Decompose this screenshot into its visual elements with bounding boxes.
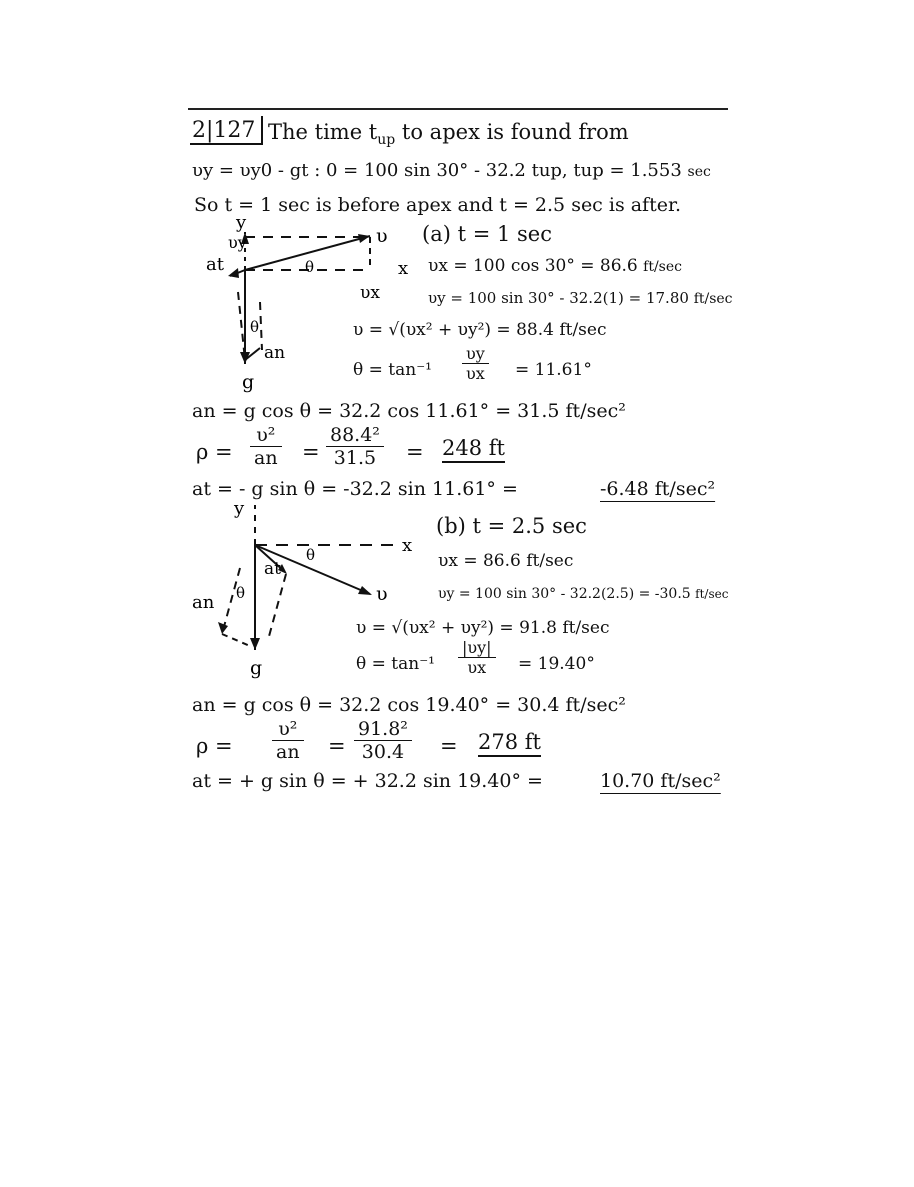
diagram-a-g-label: g xyxy=(242,371,255,393)
part-a-rho-eq2: = xyxy=(406,440,424,464)
part-a-rho-frac1-den: an xyxy=(254,447,278,469)
diagram-b-at-label: at xyxy=(264,559,281,579)
part-a-rho-frac2-num: 88.4² xyxy=(326,424,384,447)
part-a-at-result: -6.48 ft/sec² xyxy=(600,478,716,500)
part-b-title: (b) t = 2.5 sec xyxy=(436,514,587,538)
part-b-vx: υx = 86.6 ft/sec xyxy=(438,551,574,571)
diagram-b xyxy=(190,500,420,680)
part-b-at-result: 10.70 ft/sec² xyxy=(600,770,721,792)
part-a-theta-lhs: θ = tan⁻¹ xyxy=(353,360,432,380)
diagram-b-v-label: υ xyxy=(376,583,388,605)
diagram-a-v-label: υ xyxy=(376,225,388,247)
part-a-rho-frac2 xyxy=(326,424,384,469)
part-b-at: at = + g sin θ = + 32.2 sin 19.40° = xyxy=(192,770,543,792)
apex-equation-text: υy = υy0 - gt : 0 = 100 sin 30° - 32.2 tup, tup = 1.553 xyxy=(192,160,682,181)
part-b-vy: υy = 100 sin 30° - 32.2(2.5) = -30.5 xyxy=(438,586,691,602)
apex-equation xyxy=(192,160,711,181)
part-b-theta-lhs: θ = tan⁻¹ xyxy=(356,654,435,674)
part-a-theta-fraction xyxy=(462,344,489,383)
part-b-theta-num: |υy| xyxy=(458,638,496,658)
part-a-vx-line xyxy=(428,256,682,276)
diagram-b-velocity-head xyxy=(358,586,372,595)
diagram-a-y-label: y xyxy=(236,212,247,233)
before-after-line: So t = 1 sec is before apex and t = 2.5 sec is after. xyxy=(194,194,682,216)
part-b-rho-eq2: = xyxy=(440,734,458,758)
part-a-vx-unit: ft/sec xyxy=(643,259,682,275)
part-b-rho-frac1-num: υ² xyxy=(272,718,304,741)
part-a-speed: υ = √(υx² + υy²) = 88.4 ft/sec xyxy=(353,320,607,340)
part-a-rho-frac1-num: υ² xyxy=(250,424,282,447)
part-b-speed: υ = √(υx² + υy²) = 91.8 ft/sec xyxy=(356,618,610,638)
part-a-theta-den: υx xyxy=(466,364,485,383)
part-a-vy-line xyxy=(428,289,733,307)
diagram-b-g-label: g xyxy=(250,657,263,679)
part-a-rho-frac1 xyxy=(250,424,282,469)
part-b-theta-den: υx xyxy=(467,658,487,677)
part-b-vy-line xyxy=(438,586,728,602)
part-b-rho-frac1 xyxy=(272,718,304,763)
part-a-rho-result: 248 ft xyxy=(442,436,505,460)
problem-number: 2|127 xyxy=(190,116,263,145)
part-a-an: an = g cos θ = 32.2 cos 11.61° = 31.5 ft/sec² xyxy=(192,400,626,422)
diagram-b-g-head xyxy=(250,638,260,650)
diagram-b-x-label: x xyxy=(402,535,413,556)
part-a-title: (a) t = 1 sec xyxy=(422,222,552,246)
part-b-theta-rhs: = 19.40° xyxy=(518,654,595,674)
diagram-b-theta-label: θ xyxy=(306,546,316,564)
intro-line xyxy=(268,120,629,148)
diagram-b-y-label: y xyxy=(234,498,245,519)
part-a-at: at = - g sin θ = -32.2 sin 11.61° = xyxy=(192,478,518,500)
part-b-rho-lhs: ρ = xyxy=(196,734,233,758)
intro-sub: up xyxy=(377,132,396,149)
part-b-rho-eq1: = xyxy=(328,734,346,758)
diagram-a-theta2-label: θ xyxy=(250,318,260,336)
diagram-a-velocity-head xyxy=(358,234,370,243)
diagram-a-right-guide xyxy=(260,302,262,350)
part-a-rho-eq1: = xyxy=(302,440,320,464)
diagram-a-an-label: an xyxy=(264,343,286,363)
diagram-b-an-head xyxy=(218,622,228,634)
diagram-a-an-dash xyxy=(238,292,245,360)
intro-end: to apex is found from xyxy=(401,120,629,144)
diagram-b-an-label: an xyxy=(192,592,215,613)
part-b-rho-frac2 xyxy=(354,718,412,763)
diagram-b-right-guide xyxy=(268,574,286,640)
diagram-a-at-label: at xyxy=(206,254,224,275)
part-b-rho-frac2-den: 30.4 xyxy=(361,741,405,763)
part-a-theta-rhs: = 11.61° xyxy=(515,360,592,380)
part-a-vx: υx = 100 cos 30° = 86.6 xyxy=(428,256,638,276)
part-b-theta-fraction xyxy=(458,638,496,677)
intro-text: The time t xyxy=(268,120,378,144)
part-a-theta-num: υy xyxy=(462,344,489,364)
diagram-a-x-label: x xyxy=(398,258,409,279)
diagram-a-vx-label: υx xyxy=(360,283,380,303)
diagram-a-at-head xyxy=(228,268,239,278)
part-b-vy-unit: ft/sec xyxy=(695,587,729,601)
part-b-rho-frac1-den: an xyxy=(276,741,300,763)
part-b-rho-result: 278 ft xyxy=(478,730,541,754)
top-rule xyxy=(188,108,728,110)
part-a-vy-unit: ft/sec xyxy=(693,291,733,307)
part-a-vy: υy = 100 sin 30° - 32.2(1) = 17.80 xyxy=(428,289,689,307)
part-b-rho-frac2-num: 91.8² xyxy=(354,718,412,741)
part-a-rho-lhs: ρ = xyxy=(196,440,233,464)
apex-unit: sec xyxy=(687,164,711,180)
part-b-an: an = g cos θ = 32.2 cos 19.40° = 30.4 ft/sec² xyxy=(192,694,626,716)
part-a-rho-frac2-den: 31.5 xyxy=(333,447,377,469)
diagram-a-theta-label: θ xyxy=(305,258,315,276)
diagram-a-vy-label: υy xyxy=(228,233,247,252)
diagram-b-theta2-label: θ xyxy=(236,584,246,602)
diagram-b-bottom-guide xyxy=(222,634,250,646)
